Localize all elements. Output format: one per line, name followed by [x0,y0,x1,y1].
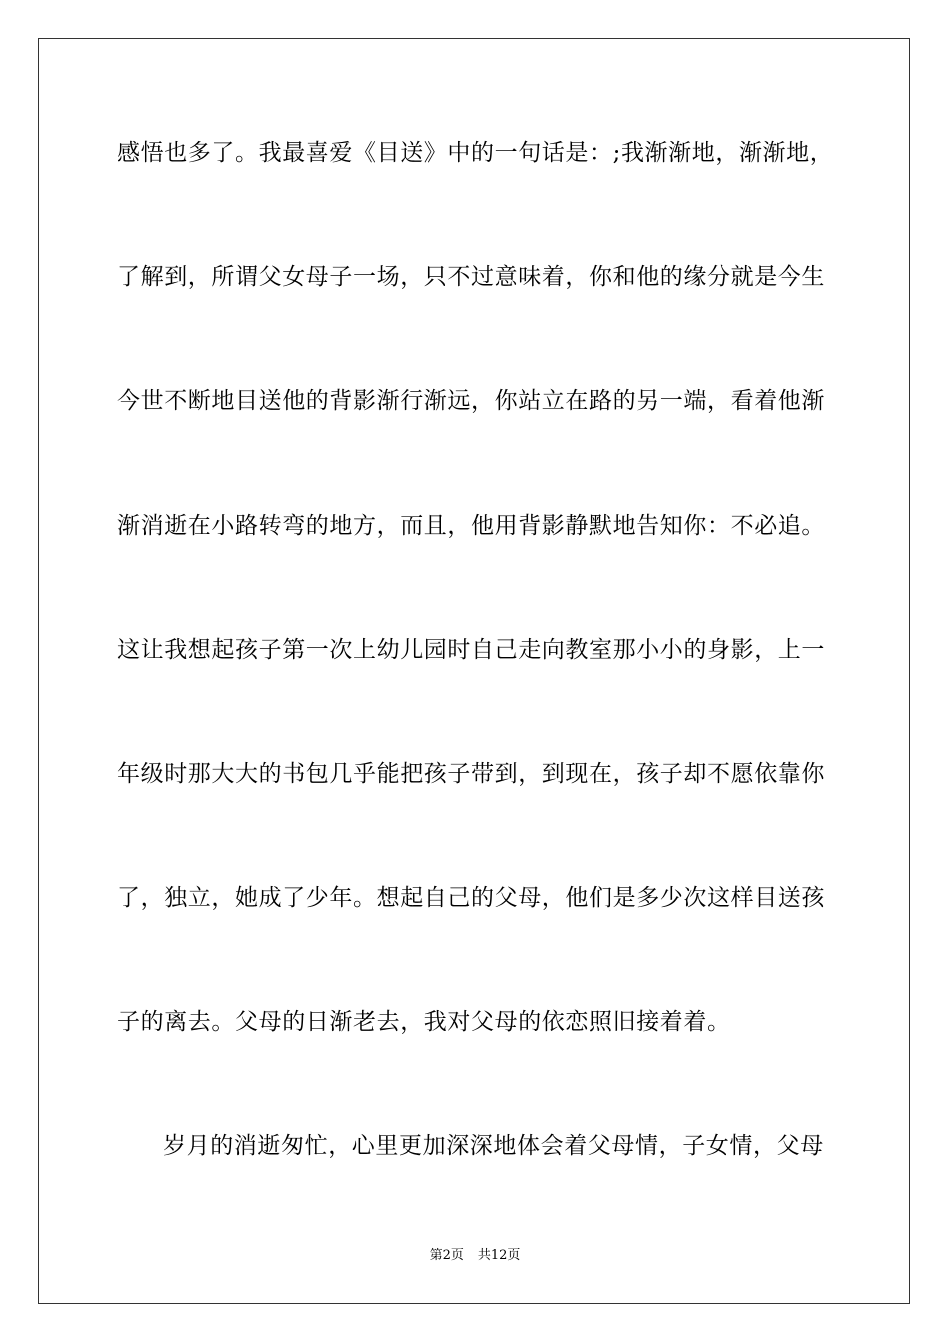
page-border [38,38,910,1304]
text-line: 了解到，所谓父女母子一场，只不过意味着，你和他的缘分就是今生 [117,264,825,290]
page-number: 第2页 [429,1248,464,1263]
text-line: 感悟也多了。我最喜爱《目送》中的一句话是：;我渐渐地，渐渐地， [117,140,834,166]
page-footer [0,1247,950,1265]
text-line: 今世不断地目送他的背影渐行渐远，你站立在路的另一端，看着他渐 [117,388,825,414]
text-line: 这让我想起孩子第一次上幼儿园时自己走向教室那小小的身影，上一 [117,637,825,663]
text-line: 渐消逝在小路转弯的地方，而且，他用背影静默地告知你：不必追。 [117,513,825,539]
text-line: 年级时那大大的书包几乎能把孩子带到，到现在，孩子却不愿依靠你 [117,761,825,787]
text-line: 了，独立，她成了少年。想起自己的父母，他们是多少次这样目送孩 [117,885,825,911]
paragraph-first-line: 岁月的消逝匆忙，心里更加深深地体会着父母情，子女情，父母 [163,1133,824,1159]
text-line: 子的离去。父母的日渐老去，我对父母的依恋照旧接着着。 [117,1009,731,1035]
total-pages: 共12页 [477,1248,521,1263]
